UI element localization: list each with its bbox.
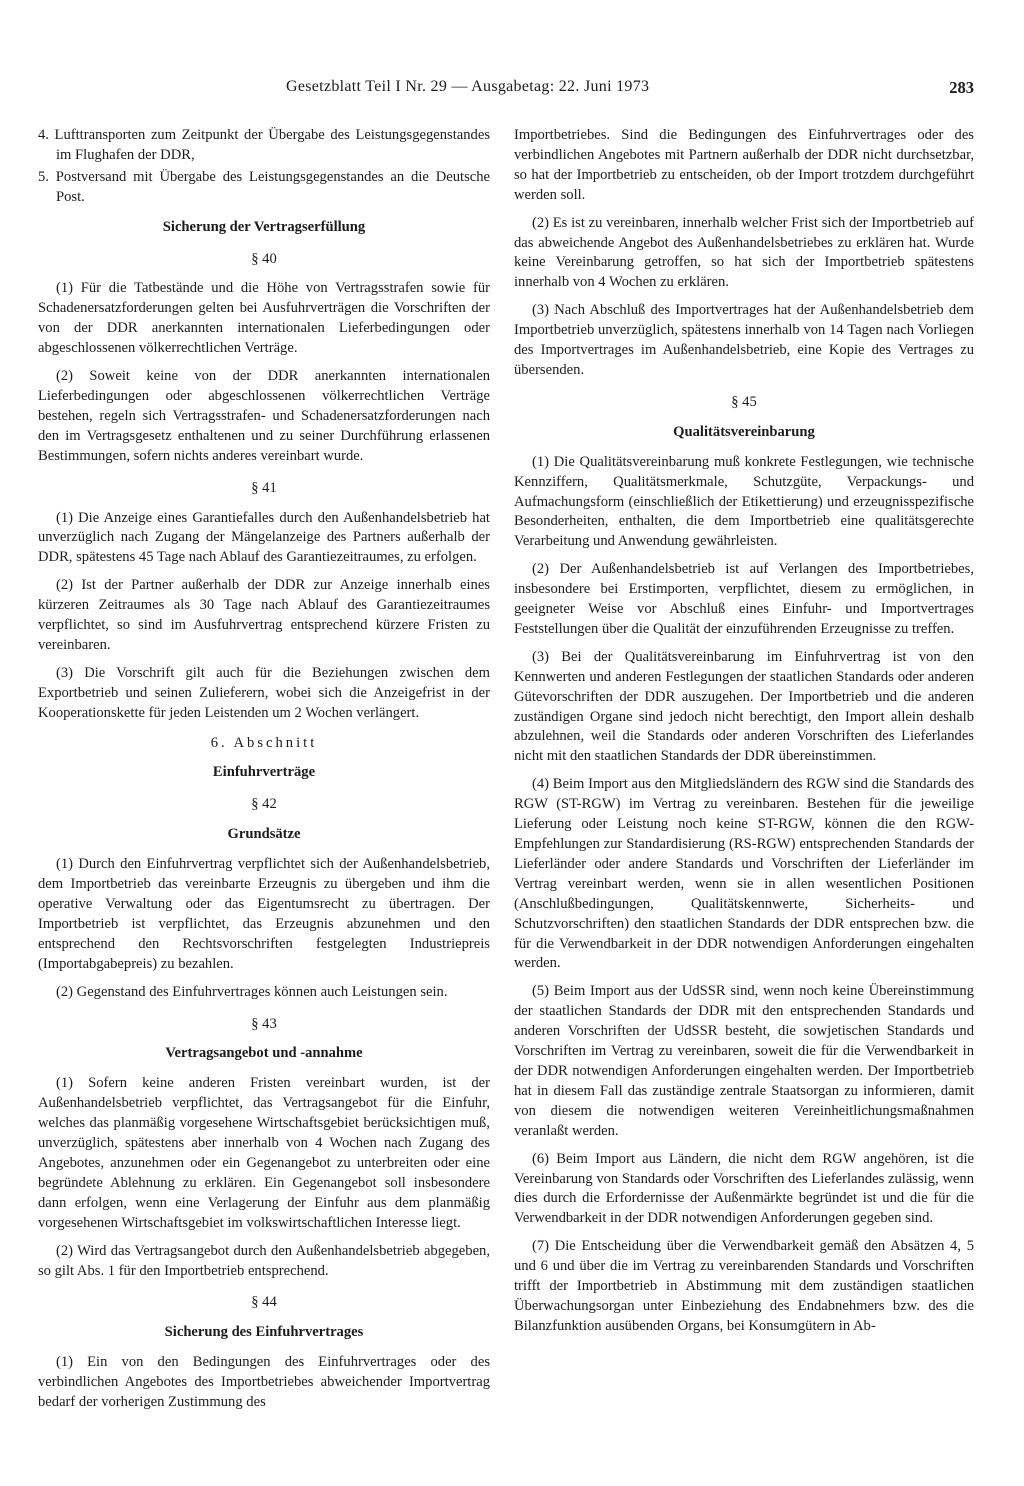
paragraph: (1) Für die Tatbestände und die Höhe von Vertragsstrafen sowie für Schadenersatzforderungen gelten bei Ausfuhrverträgen die Vorschriften der von der DDR anerkannten internationalen Lieferbedingungen oder abgeschlossenen völkerrechtlichen Verträge. <box>38 280 490 357</box>
section-heading: Grundsätze <box>227 826 301 843</box>
section-heading: Sicherung des Einfuhrvertrages <box>164 1324 364 1341</box>
paragraph: (3) Bei der Qualitätsvereinbarung im Einfuhrvertrag ist von den Kennwerten und anderen Festlegungen der staatlichen Standards oder anderen Gütevorschriften der DDR auszugehen. Der Importbetrieb und die anderen zuständigen Organe sind jedoch nicht berechtigt, den Import allein deshalb abzulehnen, weil die Standards oder anderen Vorschriften des Lieferlandes nicht mit den staatlichen Standards der DDR übereinstimmen. <box>514 648 974 765</box>
page-header <box>40 78 984 100</box>
paragraph: (5) Beim Import aus der UdSSR sind, wenn noch keine Übereinstimmung der staatlichen Standards der DDR mit den entsprechenden Standards und anderen Vorschriften der UdSSR besteht, die sowjetischen Standards und Vorschriften im Vertrag zu vereinbaren, soweit die für die Verwendbarkeit in der DDR notwendigen Anforderungen eingehalten werden. Der Importbetrieb hat in diesem Fall das zuständige zentrale Staatsorgan zu informieren, damit von diesem die notwendigen weiteren Vereinheitlichungsmaßnahmen veranlaßt werden. <box>514 983 974 1139</box>
paragraph: (7) Die Entscheidung über die Verwendbarkeit gemäß den Absätzen 4, 5 und 6 und über die im Vertrag zu vereinbarenden Standards und Vorschriften trifft der Importbetrieb in Abstimmung mit dem zuständigen staatlichen Überwachungsorgan unter Einbeziehung des Endabnehmers bzw. des die Bilanzfunktion ausübenden Organs, bei Konsumgütern in Ab- <box>514 1238 974 1334</box>
section-heading: Qualitätsvereinbarung <box>673 423 815 440</box>
paragraph-number: § 42 <box>251 796 277 813</box>
paragraph: (2) Ist der Partner außerhalb der DDR zur Anzeige innerhalb eines kürzeren Zeitraumes als 30 Tage nach Ablauf des Garantiezeitraumes verpflichtet, so sind im Ausfuhrvertrag entsprechend kürzere Fristen zu vereinbaren. <box>38 577 490 653</box>
paragraph-continuation: Importbetriebes. Sind die Bedingungen des Einfuhrvertrages oder des verbindlichen Angebotes mit Partnern außerhalb der DDR nicht durchsetzbar, so hat der Importbetrieb zu entscheiden, ob der Import trotzdem durchgeführt werden soll. <box>514 127 974 203</box>
header-title: Gesetzblatt Teil I Nr. 29 — Ausgabetag: 22. Juni 1973 <box>286 78 650 95</box>
paragraph-number: § 44 <box>251 1294 277 1311</box>
section-heading: Sicherung der Vertragserfüllung <box>162 218 366 235</box>
paragraph: (4) Beim Import aus den Mitgliedsländern des RGW sind die Standards des RGW (ST-RGW) im Vertrag zu vereinbaren. Bestehen für die jeweilige Lieferung oder Leistung noch keine ST-RGW, können die den RGW-Empfehlungen zur Standardisierung (RS-RGW) entsprechenden Standards der Lieferländer oder andere Standards und Vorschriften der Lieferländer im Vertrag vereinbart werden, wenn sie in allen wesentlichen Positionen (Anschlußbedingungen, Qualitätskennwerte, Sicherheits- und Schutzvorschriften) den staatlichen Standards der DDR entsprechen bzw. die für die Verwendbarkeit in der DDR notwendigen Anforderungen eingehalten werden. <box>514 776 974 972</box>
paragraph: (2) Gegenstand des Einfuhrvertrages können auch Leistungen sein. <box>56 983 448 1000</box>
page-number: 283 <box>949 78 974 97</box>
paragraph: (1) Durch den Einfuhrvertrag verpflichtet sich der Außenhandelsbetrieb, dem Importbetrieb das vereinbarte Erzeugnis zu übergeben und ihm die operative Verwaltung oder das Eigentumsrecht zu übertragen. Der Importbetrieb ist verpflichtet, das Erzeugnis abzunehmen und den entsprechend den Rechtsvorschriften festgelegten Industriepreis (Importabgabepreis) zu bezahlen. <box>38 856 490 972</box>
right-column <box>514 126 974 1345</box>
paragraph: (3) Die Vorschrift gilt auch für die Beziehungen zwischen dem Exportbetrieb und seinen Zulieferern, wobei sich die Anzeigefrist in der Kooperationskette für jeden Leistenden um 2 Wochen verlängert. <box>38 664 490 721</box>
section-heading: Einfuhrverträge <box>212 764 316 781</box>
paragraph: (1) Die Anzeige eines Garantiefalles durch den Außenhandelsbetrieb hat unverzüglich nach Zugang der Mängelanzeige des Partners außerhalb der DDR, spätestens 45 Tage nach Ablauf des Garantiezeitraumes, zu erfolgen. <box>38 509 490 566</box>
paragraph-number: § 41 <box>251 479 277 496</box>
paragraph: (2) Es ist zu vereinbaren, innerhalb welcher Frist sich der Importbetrieb auf das abweichende Angebot des Außenhandelsbetriebes zu erklären hat. Wurde keine Vereinbarung getroffen, so hat sich der Importbetrieb spätestens innerhalb von 4 Wochen zu erklären. <box>514 214 974 291</box>
paragraph: (2) Soweit keine von der DDR anerkannten internationalen Lieferbedingungen oder abgeschlossenen völkerrechtlichen Verträge bestehen, regeln sich Vertragsstrafen- und Schadenersatzforderungen nach den im Vertragsgesetz enthaltenen und zu seiner Durchführung erlassenen Bestimmungen, sofern nichts anderes vereinbart wurde. <box>38 368 490 464</box>
paragraph: (6) Beim Import aus Ländern, die nicht dem RGW angehören, ist die Vereinbarung von Standards oder Vorschriften des Lieferlandes zulässig, wenn dies durch die Erfordernisse der Außenmärkte begründet ist und die für die Verwendbarkeit in der DDR notwendigen Anforderungen gegeben sind. <box>514 1150 974 1227</box>
paragraph-number: § 40 <box>251 250 277 267</box>
list-item: 4. Lufttransporten zum Zeitpunkt der Übergabe des Leistungsgegenstandes im Flughafen der DDR, <box>38 127 490 163</box>
paragraph: (2) Der Außenhandelsbetrieb ist auf Verlangen des Importbetriebes, insbesondere bei Erstimporten, verpflichtet, diesem zu ermöglichen, in geeigneter Weise vor Abschluß eines Einfuhr- und Importvertrages Feststellungen über die Qualität der einzuführenden Erzeugnisse zu treffen. <box>514 561 974 637</box>
paragraph: (3) Nach Abschluß des Importvertrages hat der Außenhandelsbetrieb dem Importbetrieb unverzüglich, spätestens innerhalb von 14 Tagen nach Vorliegen des Importvertrages im Außenhandelsbetrieb, eine Kopie des Vertrages zu übersenden. <box>514 302 974 378</box>
list-item: 5. Postversand mit Übergabe des Leistungsgegenstandes an die Deutsche Post. <box>38 168 490 205</box>
paragraph-number: § 45 <box>731 393 757 410</box>
paragraph: (1) Ein von den Bedingungen des Einfuhrvertrages oder des verbindlichen Angebotes des Importbetriebes abweichender Importvertrag bedarf der vorherigen Zustimmung des <box>38 1354 490 1411</box>
left-column <box>38 126 490 1421</box>
section-heading: Vertragsangebot und -annahme <box>165 1045 363 1062</box>
paragraph-number: § 43 <box>251 1015 277 1032</box>
paragraph: (1) Die Qualitätsvereinbarung muß konkrete Festlegungen, wie technische Kennziffern, Qualitätsmerkmale, Schutzgüte, Verpackungs- und Aufmachungsform (einschließlich der Etikettierung) und erzeugnisspezifische Besonderheiten, enthalten, die dem Importbetrieb eine qualitätsgerechte Verarbeitung und Anwendung gewährleisten. <box>514 453 974 550</box>
paragraph: (1) Sofern keine anderen Fristen vereinbart wurden, ist der Außenhandelsbetrieb verpflichtet, das Vertragsangebot für die Einfuhr, welches das planmäßig vorgesehene Wirtschaftsgebiet berücksichtigen muß, unverzüglich, spätestens aber innerhalb von 4 Wochen nach Zugang des Angebotes, anzunehmen oder ein Gegenangebot zu unterbreiten oder eine begründete Ablehnung zu erklären. Ein Gegenangebot soll insbesondere dann erfolgen, wenn eine Verlagerung der Einfuhr aus dem planmäßig vorgesehenen Wirtschaftsgebiet im volkswirtschaftlichen Interesse liegt. <box>38 1075 490 1231</box>
chapter-heading: 6. Abschnitt <box>210 734 318 751</box>
paragraph: (2) Wird das Vertragsangebot durch den Außenhandelsbetrieb abgegeben, so gilt Abs. 1 für den Importbetrieb entsprechend. <box>38 1242 490 1279</box>
